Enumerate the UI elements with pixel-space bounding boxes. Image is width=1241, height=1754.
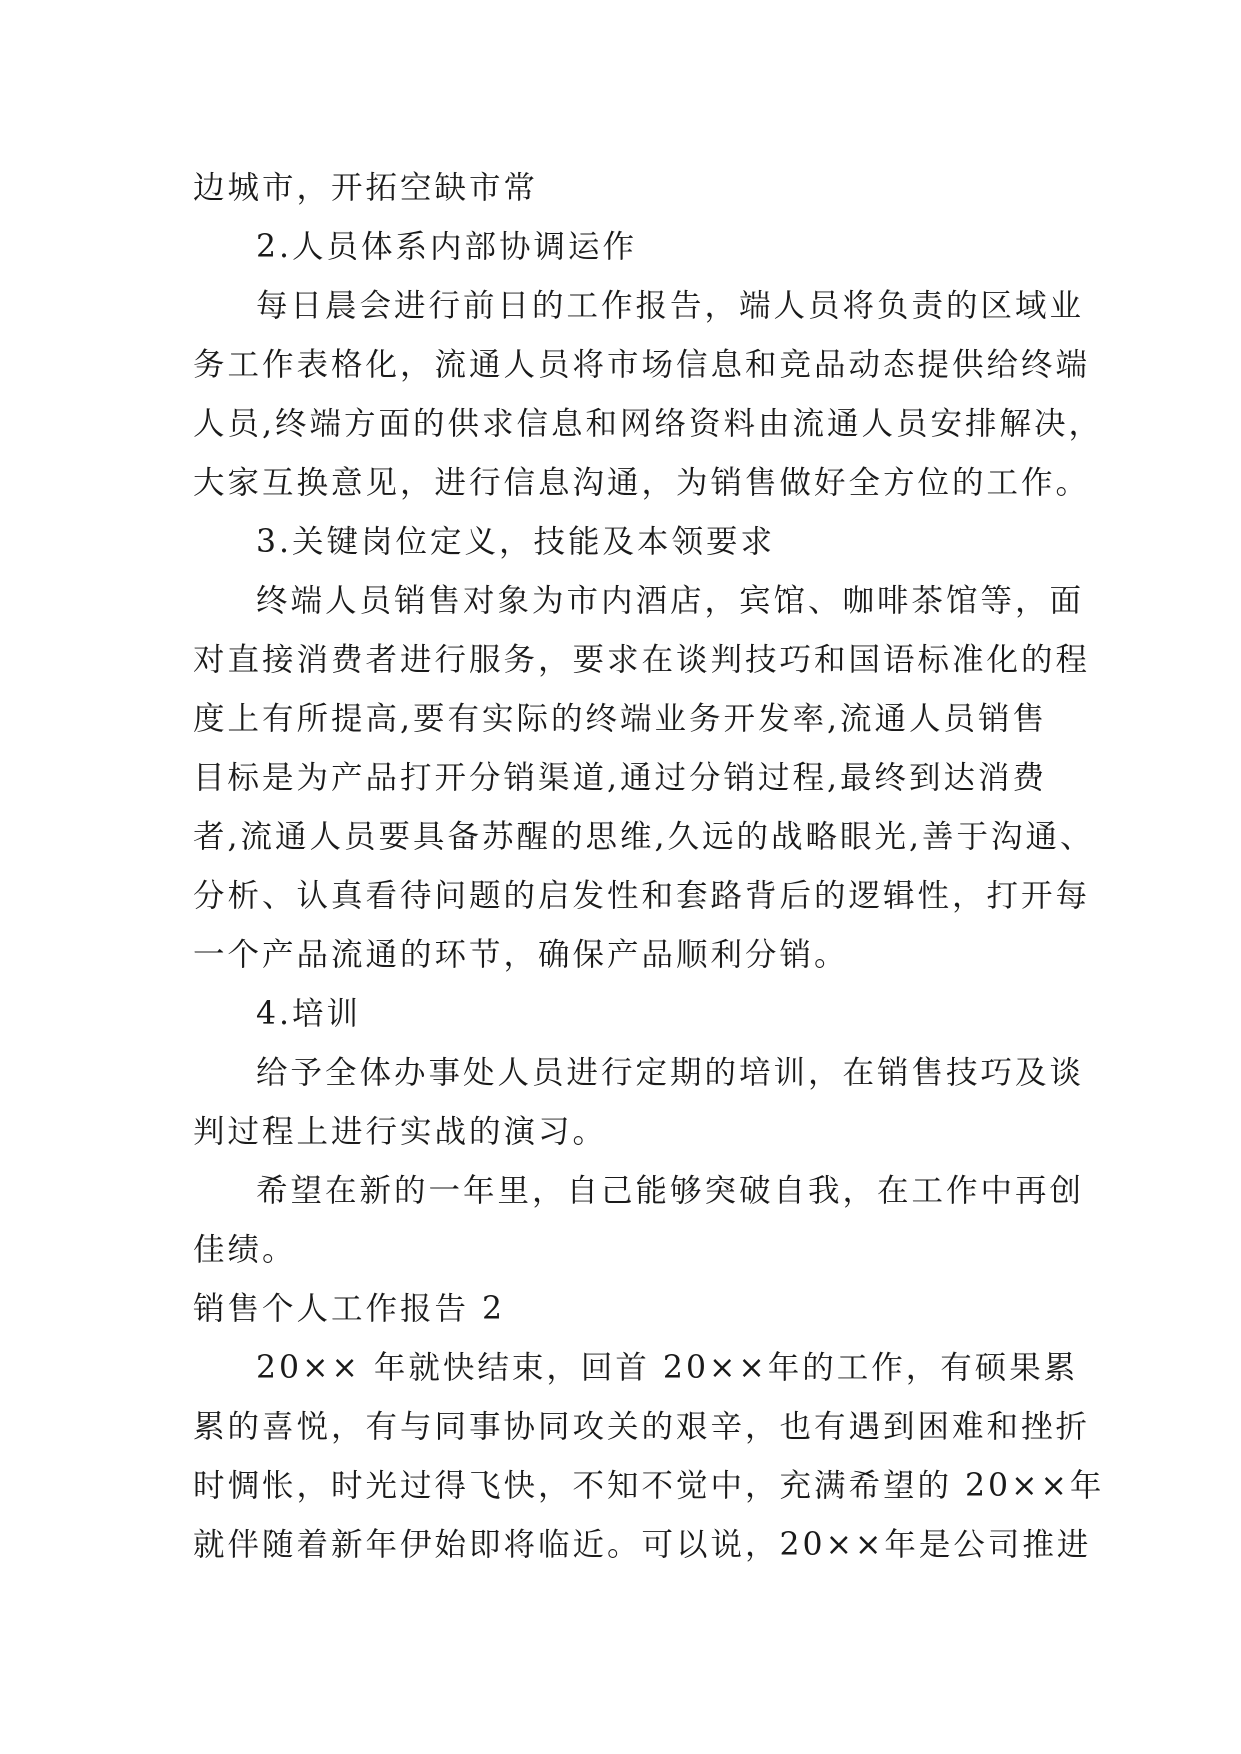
section-heading: 2.人员体系内部协调运作 bbox=[256, 229, 638, 265]
paragraph-line: 务工作表格化，流通人员将市场信息和竞品动态提供给终端 bbox=[193, 347, 1091, 383]
paragraph-line: 大家互换意见，进行信息沟通，为销售做好全方位的工作。 bbox=[193, 465, 1091, 501]
paragraph-line: 每日晨会进行前日的工作报告，端人员将负责的区域业 bbox=[256, 288, 1085, 324]
document-body bbox=[193, 159, 1105, 1575]
paragraph-line: 时惆怅，时光过得飞快，不知不觉中，充满希望的 20××年 bbox=[193, 1468, 1105, 1504]
paragraph-line: 终端人员销售对象为市内酒店，宾馆、咖啡茶馆等，面 bbox=[256, 583, 1085, 619]
document-title: 销售个人工作报告 2 bbox=[193, 1291, 506, 1327]
paragraph-line: 判过程上进行实战的演习。 bbox=[193, 1114, 608, 1150]
paragraph-line: 给予全体办事处人员进行定期的培训，在销售技巧及谈 bbox=[256, 1055, 1085, 1091]
paragraph-line: 边城市，开拓空缺市常 bbox=[193, 170, 539, 206]
paragraph-line: 分析、认真看待问题的启发性和套路背后的逻辑性，打开每 bbox=[193, 878, 1091, 914]
paragraph-line: 佳绩。 bbox=[193, 1232, 297, 1268]
paragraph-line: 人员,终端方面的供求信息和网络资料由流通人员安排解决， bbox=[193, 406, 1104, 442]
paragraph-line: 希望在新的一年里，自己能够突破自我，在工作中再创 bbox=[256, 1173, 1085, 1209]
paragraph-line: 20×× 年就快结束，回首 20××年的工作，有硕果累 bbox=[256, 1350, 1079, 1386]
section-heading: 3.关键岗位定义，技能及本领要求 bbox=[256, 524, 776, 560]
paragraph-line: 目标是为产品打开分销渠道,通过分销过程,最终到达消费 bbox=[193, 760, 1048, 796]
paragraph-line: 累的喜悦，有与同事协同攻关的艰辛，也有遇到困难和挫折 bbox=[193, 1409, 1091, 1445]
paragraph-line: 就伴随着新年伊始即将临近。可以说，20××年是公司推进 bbox=[193, 1527, 1092, 1563]
section-heading: 4.培训 bbox=[256, 996, 362, 1032]
paragraph-line: 者,流通人员要具备苏醒的思维,久远的战略眼光,善于沟通、 bbox=[193, 819, 1095, 855]
paragraph-line: 一个产品流通的环节，确保产品顺利分销。 bbox=[193, 937, 849, 973]
paragraph-line: 对直接消费者进行服务，要求在谈判技巧和国语标准化的程 bbox=[193, 642, 1091, 678]
paragraph-line: 度上有所提高,要有实际的终端业务开发率,流通人员销售 bbox=[193, 701, 1048, 737]
